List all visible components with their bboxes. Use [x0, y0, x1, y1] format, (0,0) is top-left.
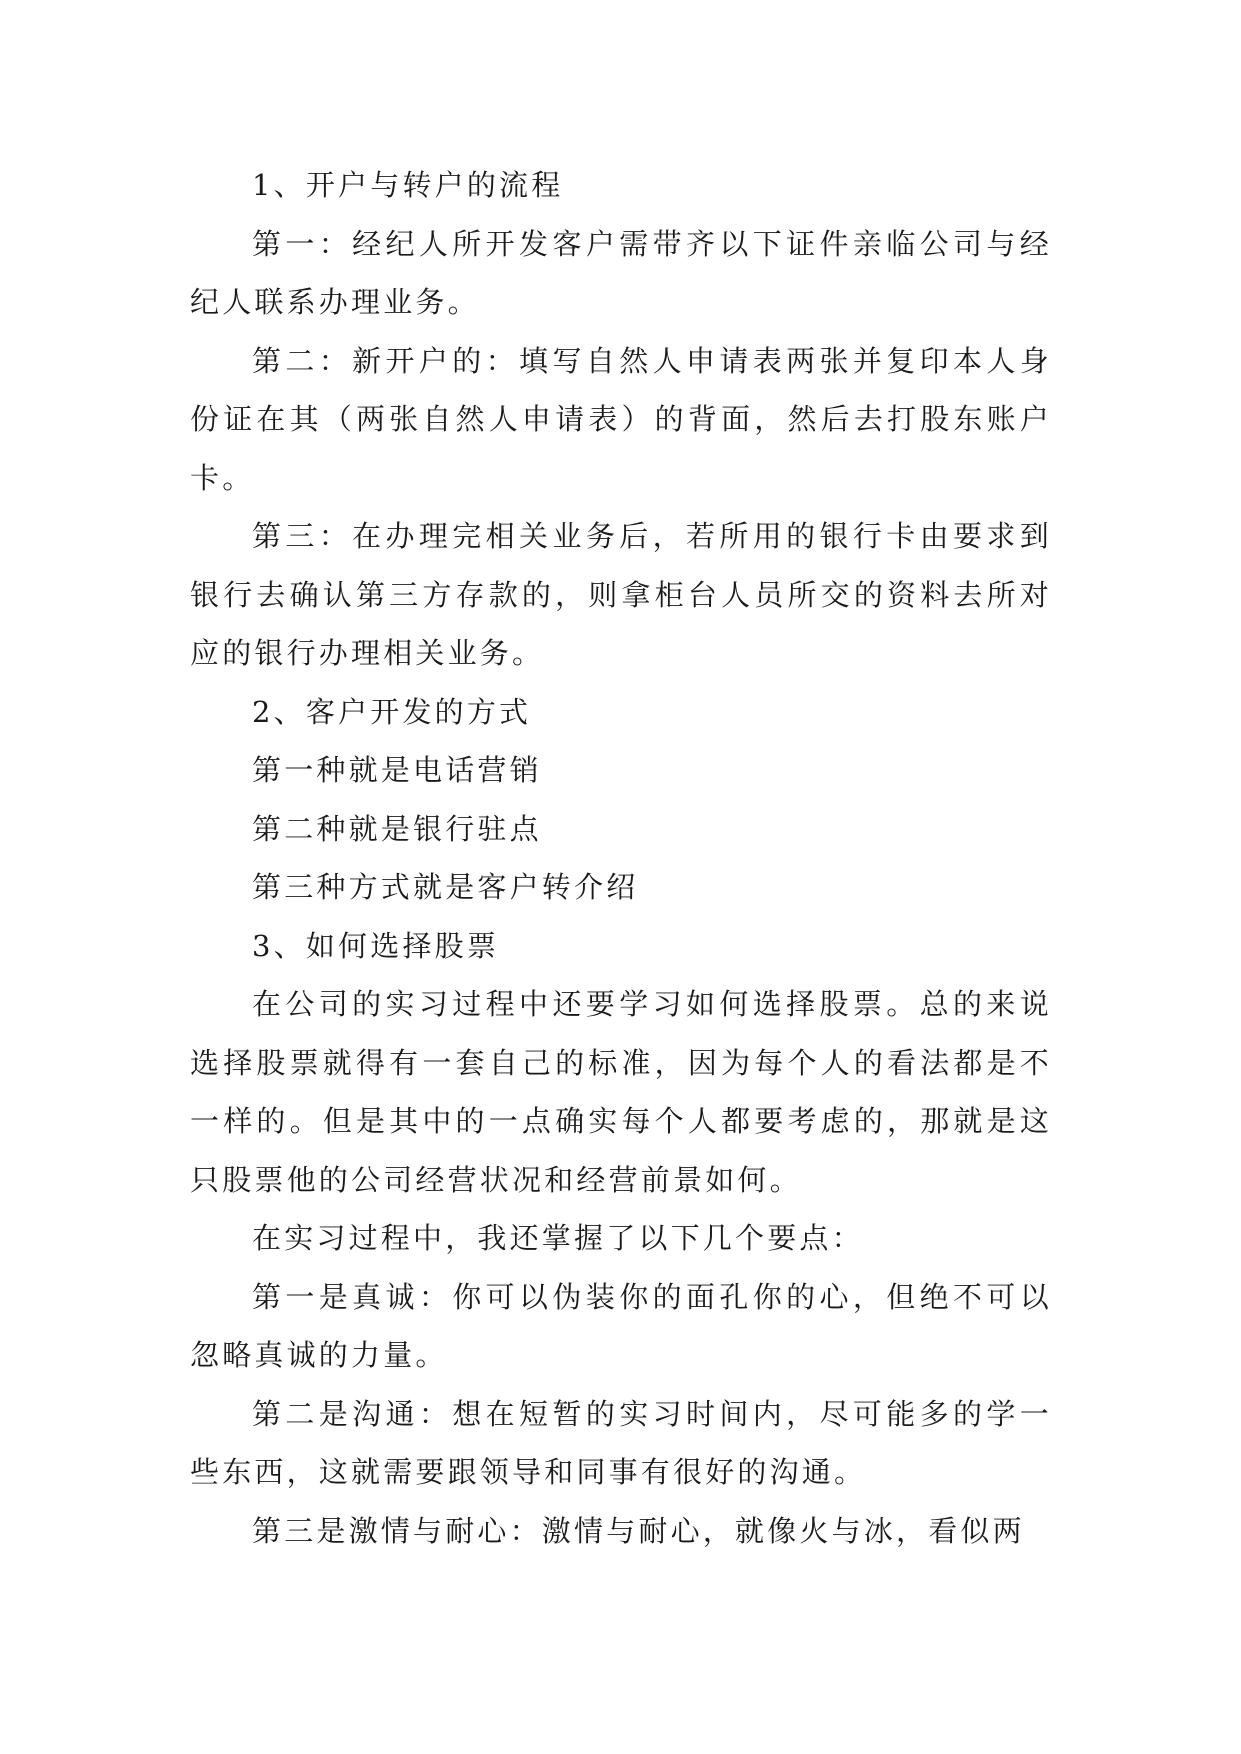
list-item-bank-station: 第二种就是银行驻点 — [252, 811, 542, 846]
paragraph-stock-selection: 在公司的实习过程中还要学习如何选择股票。总的来说选择股票就得有一套自己的标准，因为每个人的看法都是不一样的。但是其中的一点确实每个人都要考虑的，那就是这只股票他的公司经营状况和经营前景如何。 — [190, 987, 1052, 1197]
list-item-phone-marketing: 第一种就是电话营销 — [252, 753, 542, 787]
paragraph-key-points-intro: 在实习过程中，我还掌握了以下几个要点： — [252, 1221, 864, 1255]
paragraph-passion-patience: 第三是激情与耐心：激情与耐心，就像火与冰，看似两 — [252, 1513, 1025, 1548]
paragraph-step-one: 第一：经纪人所开发客户需带齐以下证件亲临公司与经纪人联系办理业务。 — [190, 226, 1052, 319]
paragraph-communication: 第二是沟通：想在短暂的实习时间内，尽可能多的学一些东西，这就需要跟领导和同事有很好的沟通。 — [190, 1396, 1052, 1489]
paragraph-step-three: 第三：在办理完相关业务后，若所用的银行卡由要求到银行去确认第三方存款的，则拿柜台人员所交的资料去所对应的银行办理相关业务。 — [190, 519, 1052, 670]
paragraph-step-two: 第二：新开户的：填写自然人申请表两张并复印本人身份证在其（两张自然人申请表）的背面，然后去打股东账户卡。 — [190, 343, 1052, 495]
heading-account-process: 1、开户与转户的流程 — [252, 168, 564, 202]
paragraph-sincerity: 第一是真诚：你可以伪装你的面孔你的心，但绝不可以忽略真诚的力量。 — [190, 1279, 1052, 1372]
heading-client-development: 2、客户开发的方式 — [252, 694, 532, 729]
heading-stock-selection: 3、如何选择股票 — [252, 928, 500, 963]
list-item-referral: 第三种方式就是客户转介绍 — [252, 870, 639, 904]
document-body — [190, 156, 1052, 1560]
